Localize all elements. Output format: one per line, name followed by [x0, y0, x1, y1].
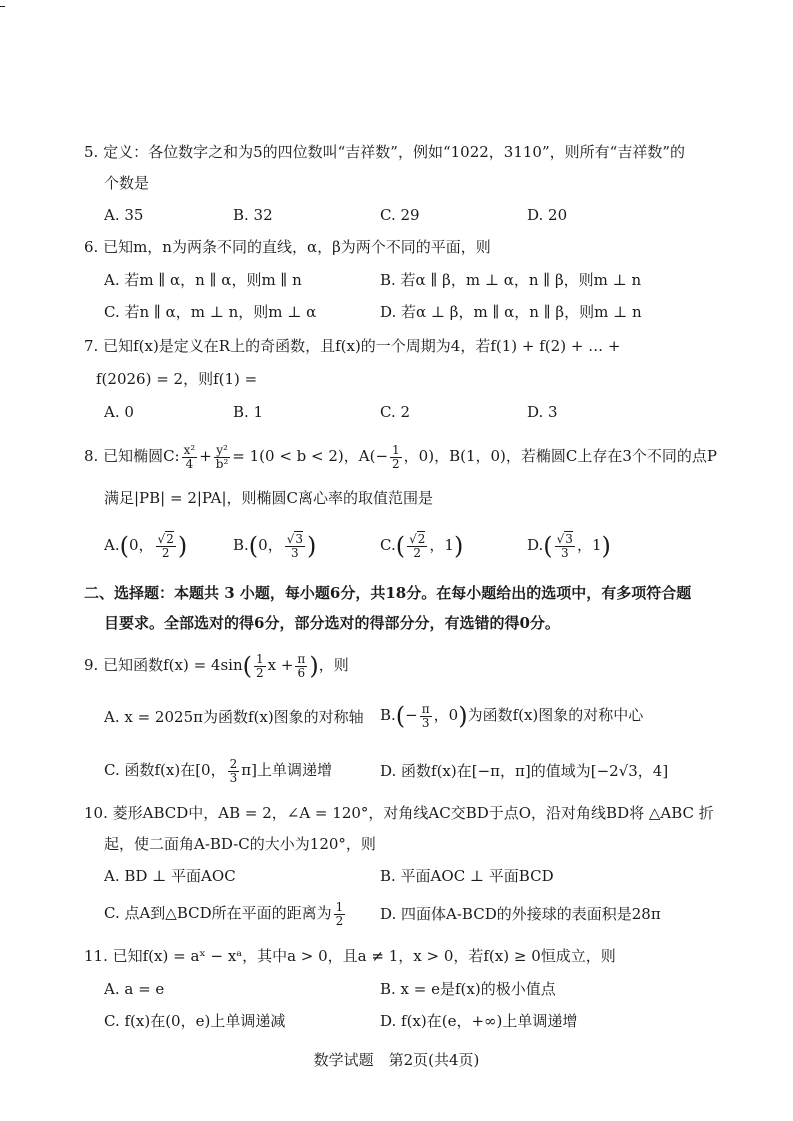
q5-option-b: B. 32 — [233, 206, 273, 224]
q10-opt-c-den: 2 — [335, 913, 344, 928]
q8-sqrt-sign: √ — [409, 531, 417, 546]
q9-suffix: ，则 — [318, 656, 349, 674]
q9-opt-b-minus: − — [405, 706, 418, 724]
q10-option-b: B. 平面AOC ⊥ 平面BCD — [380, 867, 554, 885]
q5-stem-line2: 个数是 — [104, 174, 150, 192]
q7-stem-line1: 7. 已知f(x)是定义在R上的奇函数，且f(x)的一个周期为4，若f(1) + f(2) + … + — [84, 337, 621, 355]
q6-stem: 6. 已知m，n为两条不同的直线，α，β为两个不同的平面，则 — [84, 238, 491, 256]
q9-opt-b-pi-num: π — [421, 701, 430, 716]
q9-coef-num: 1 — [255, 651, 264, 666]
corner-mark — [0, 6, 5, 7]
q5-option-d: D. 20 — [527, 206, 568, 224]
q8-mid: = 1(0 < b < 2)，A — [232, 447, 370, 465]
page-footer: 数学试题 第2页(共4页) — [313, 1051, 480, 1069]
q6-option-a: A. 若m ∥ α，n ∥ α，则m ∥ n — [104, 271, 302, 289]
q8-opt-c-num: 2 — [417, 531, 426, 546]
q8-half-fraction — [390, 444, 402, 471]
q6-option-d: D. 若α ⊥ β，m ∥ α，n ∥ β，则m ⊥ n — [380, 303, 642, 321]
q9-opt-c-suffix: π]上单调递增 — [241, 761, 332, 779]
section2-header-line2: 目要求。全部选对的得6分，部分选对的得部分分，有选错的得0分。 — [104, 614, 560, 632]
q8-point-a-close: ，0) — [403, 447, 435, 465]
q8-point-a-open: (− — [369, 447, 389, 465]
q8-opt-c-den: 2 — [413, 545, 422, 560]
q9-opt-b-zero: ，0 — [433, 706, 459, 724]
q9-option-c — [104, 755, 332, 785]
q8-stem-line1: 8. 已知椭圆C: $\frac{\text{x²}}{4}$ + $\frac{\text{y²}}{\text{b²}}$ = 1(0 < b < 2)，A(− $\frac{1}{2}$ ，0)，B(1，0)，若椭圆C上存在3个不同的点P — [84, 442, 718, 471]
q8-opt-c-frac — [407, 533, 427, 560]
q8-prefix: 8. 已知椭圆C: — [84, 447, 180, 465]
q6-option-b: B. 若α ∥ β，m ⊥ α，n ∥ β，则m ⊥ n — [380, 271, 642, 289]
q11-option-d: D. f(x)在(e，+∞)上单调递增 — [380, 1012, 578, 1030]
q8-opt-a-frac — [156, 533, 176, 560]
q9-opt-c-num: 2 — [229, 756, 238, 771]
q8-option-c: C.( $\frac{√2}{2}$ ，1) — [380, 531, 464, 560]
q9-coef-den: 2 — [255, 665, 264, 680]
q10-opt-c-num: 1 — [335, 899, 344, 914]
q8-opt-b-den: 3 — [291, 545, 299, 560]
q8-x-den: 4 — [185, 456, 194, 471]
q10-option-c — [104, 898, 347, 928]
q9-opt-b-frac — [420, 703, 432, 730]
q8-y-num: y² — [216, 442, 228, 457]
q6-option-c: C. 若n ∥ α，m ⊥ n，则m ⊥ α — [104, 303, 317, 321]
q9-opt-b-text: 为函数f(x)图象的对称中心 — [467, 706, 644, 724]
q8-sqrt-sign: √ — [286, 531, 295, 546]
q8-opt-b-num: 3 — [295, 531, 304, 546]
q9-opt-c-prefix: C. 函数f(x)在[0， — [104, 761, 226, 779]
q8-stem-line2: 满足|PB| = 2|PA|，则椭圆C离心率的取值范围是 — [104, 489, 434, 507]
q8-opt-d-frac — [555, 533, 575, 560]
q11-option-a: A. a = e — [104, 980, 165, 998]
q10-opt-c-frac — [334, 901, 346, 928]
q8-opt-d-num: 3 — [565, 531, 573, 546]
q8-y-fraction — [214, 444, 231, 471]
q7-stem-line2: f(2026) = 2，则f(1) = — [96, 370, 258, 388]
q7-option-c: C. 2 — [380, 403, 411, 421]
q8-sqrt-sign: √ — [556, 531, 565, 546]
q7-option-d: D. 3 — [527, 403, 558, 421]
q8-half-num: 1 — [392, 442, 400, 457]
q9-option-a: A. x = 2025π为函数f(x)图象的对称轴 — [104, 708, 364, 726]
q8-x-num: x² — [183, 442, 196, 457]
q8-opt-d-hi: ，1 — [576, 536, 602, 554]
q8-opt-b-lo: 0， — [258, 536, 283, 554]
q8-sqrt-sign: √ — [157, 531, 166, 546]
q8-y-den: b² — [215, 456, 229, 471]
q8-opt-a-label: A. — [104, 536, 120, 554]
section2-header-line1: 二、选择题：本题共 3 小题，每小题6分，共18分。在每小题给出的选项中，有多项符合题 — [84, 584, 692, 602]
q8-opt-d-den: 3 — [560, 545, 569, 560]
q8-option-b: B.(0， $\frac{√3}{3}$ ) — [233, 531, 317, 560]
q10-stem-line1: 10. 菱形ABCD中，AB = 2，∠A = 120°，对角线AC交BD于点O，沿对角线BD将 △ABC 折 — [84, 804, 714, 822]
q8-option-a: A.(0， $\frac{√2}{2}$ ) — [104, 531, 188, 560]
q7-option-b: B. 1 — [233, 403, 264, 421]
q9-option-b: B.(− $\frac{\pi}{3}$ ，0)为函数f(x)图象的对称中心 — [380, 701, 644, 730]
q10-stem-line2: 起，使二面角A-BD-C的大小为120°，则 — [104, 835, 376, 853]
q8-half-den: 2 — [392, 456, 400, 471]
q5-stem-line1: 5. 定义：各位数字之和为5的四位数叫“吉祥数”，例如“1022，3110”，则所有“吉祥数”的 — [84, 143, 685, 161]
q9-opt-c-den: 3 — [229, 770, 238, 785]
q10-option-a: A. BD ⊥ 平面AOC — [104, 867, 236, 885]
q7-option-a: A. 0 — [104, 403, 134, 421]
q8-opt-b-label: B. — [233, 536, 249, 554]
q11-stem: 11. 已知f(x) = aˣ − xᵃ，其中a > 0，且a ≠ 1，x > 0，若f(x) ≥ 0恒成立，则 — [84, 947, 616, 965]
q9-pi-den: 6 — [297, 665, 306, 680]
q8-option-d: D.( $\frac{√3}{3}$ ，1) — [527, 531, 611, 560]
q9-opt-c-frac — [228, 758, 240, 785]
q8-opt-a-lo: 0， — [128, 536, 154, 554]
q11-option-b: B. x = e是f(x)的极小值点 — [380, 980, 556, 998]
q11-option-c: C. f(x)在(0，e)上单调递减 — [104, 1012, 286, 1030]
q8-opt-a-den: 2 — [161, 545, 170, 560]
q8-opt-c-hi: ，1 — [429, 536, 454, 554]
q8-opt-a-num: 2 — [166, 531, 174, 546]
q8-x-fraction — [182, 444, 198, 471]
q9-pi-num: π — [297, 651, 306, 666]
q9-opt-b-pi-den: 3 — [421, 715, 430, 730]
q5-option-a: A. 35 — [104, 206, 144, 224]
q9-pi-frac — [295, 653, 307, 680]
q9-option-d: D. 函数f(x)在[−π，π]的值域为[−2√3，4] — [380, 762, 669, 780]
q9-coef-frac — [254, 653, 266, 680]
q10-opt-c-prefix: C. 点A到△BCD所在平面的距离为 — [104, 904, 332, 922]
q8-opt-d-label: D. — [527, 536, 544, 554]
q10-option-d: D. 四面体A-BCD的外接球的表面积是28π — [380, 905, 661, 923]
q8-suffix: ，B(1，0)，若椭圆C上存在3个不同的点P — [434, 447, 718, 465]
q8-opt-c-label: C. — [380, 536, 396, 554]
q5-option-c: C. 29 — [380, 206, 420, 224]
q9-opt-b-label: B. — [380, 706, 396, 724]
q8-opt-b-frac — [285, 533, 305, 560]
q9-stem: 9. 已知函数f(x) = 4sin( $\frac{1}{2}$ x + $\frac{\pi}{6}$ )，则 — [84, 651, 349, 680]
q9-prefix: 9. 已知函数f(x) = 4sin — [84, 656, 243, 674]
q9-plus: x + — [267, 656, 294, 674]
